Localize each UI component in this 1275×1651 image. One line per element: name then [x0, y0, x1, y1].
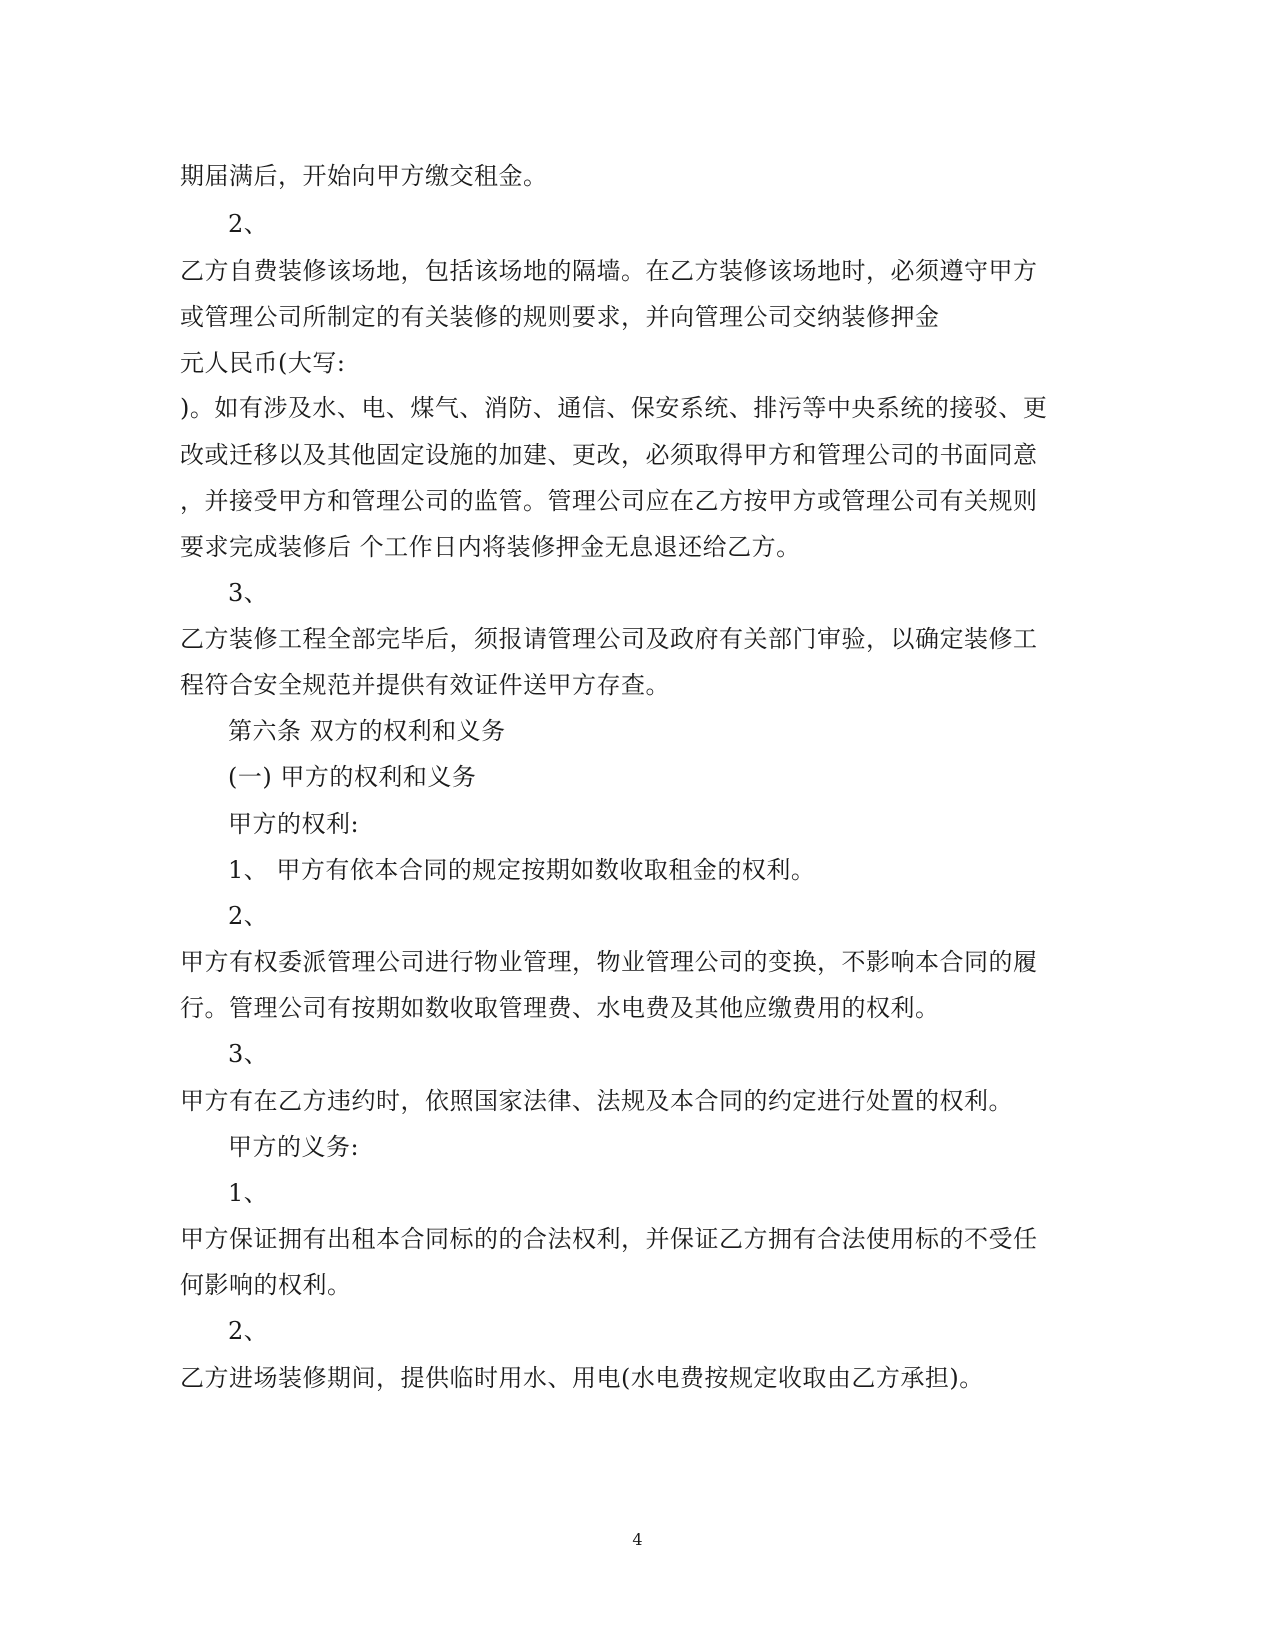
text-line: 改或迁移以及其他固定设施的加建、更改，必须取得甲方和管理公司的书面同意 [180, 441, 1038, 469]
text-line: 何影响的权利。 [180, 1271, 352, 1299]
text-line: 程符合安全规范并提供有效证件送甲方存查。 [180, 671, 670, 699]
section-heading: 第六条 双方的权利和义务 [228, 717, 506, 745]
text-line: 要求完成装修后 个工作日内将装修押金无息退还给乙方。 [180, 533, 801, 561]
text-line: 或管理公司所制定的有关装修的规则要求，并向管理公司交纳装修押金 [180, 303, 940, 331]
text-line: 乙方自费装修该场地，包括该场地的隔墙。在乙方装修该场地时，必须遵守甲方 [180, 257, 1038, 285]
text-line: 乙方进场装修期间，提供临时用水、用电(水电费按规定收取由乙方承担)。 [180, 1364, 984, 1392]
list-number: 3、 [228, 1040, 269, 1068]
text-line: 甲方有在乙方违约时，依照国家法律、法规及本合同的约定进行处置的权利。 [180, 1087, 1013, 1115]
list-number: 2、 [228, 1317, 269, 1345]
text-line: 1、 甲方有依本合同的规定按期如数收取租金的权利。 [228, 856, 816, 884]
text-line: 期届满后，开始向甲方缴交租金。 [180, 162, 548, 190]
subheading: 甲方的义务: [228, 1133, 360, 1161]
text-line: 甲方保证拥有出租本合同标的的合法权利，并保证乙方拥有合法使用标的不受任 [180, 1225, 1038, 1253]
text-line: 元人民币(大写: [180, 349, 346, 377]
text-line: 甲方有权委派管理公司进行物业管理，物业管理公司的变换，不影响本合同的履 [180, 948, 1038, 976]
list-number: 3、 [228, 579, 269, 607]
subsection-heading: (一) 甲方的权利和义务 [228, 763, 477, 791]
text-line: 行。管理公司有按期如数收取管理费、水电费及其他应缴费用的权利。 [180, 994, 940, 1022]
list-number: 1、 [228, 1179, 269, 1207]
text-line: 乙方装修工程全部完毕后，须报请管理公司及政府有关部门审验，以确定装修工 [180, 625, 1038, 653]
page-number: 4 [632, 1530, 643, 1549]
list-number: 2、 [228, 210, 269, 238]
subheading: 甲方的权利: [228, 810, 360, 838]
text-line: ，并接受甲方和管理公司的监管。管理公司应在乙方按甲方或管理公司有关规则 [180, 487, 1038, 515]
list-number: 2、 [228, 902, 269, 930]
text-line: )。如有涉及水、电、煤气、消防、通信、保安系统、排污等中央系统的接驳、更 [180, 394, 1048, 422]
